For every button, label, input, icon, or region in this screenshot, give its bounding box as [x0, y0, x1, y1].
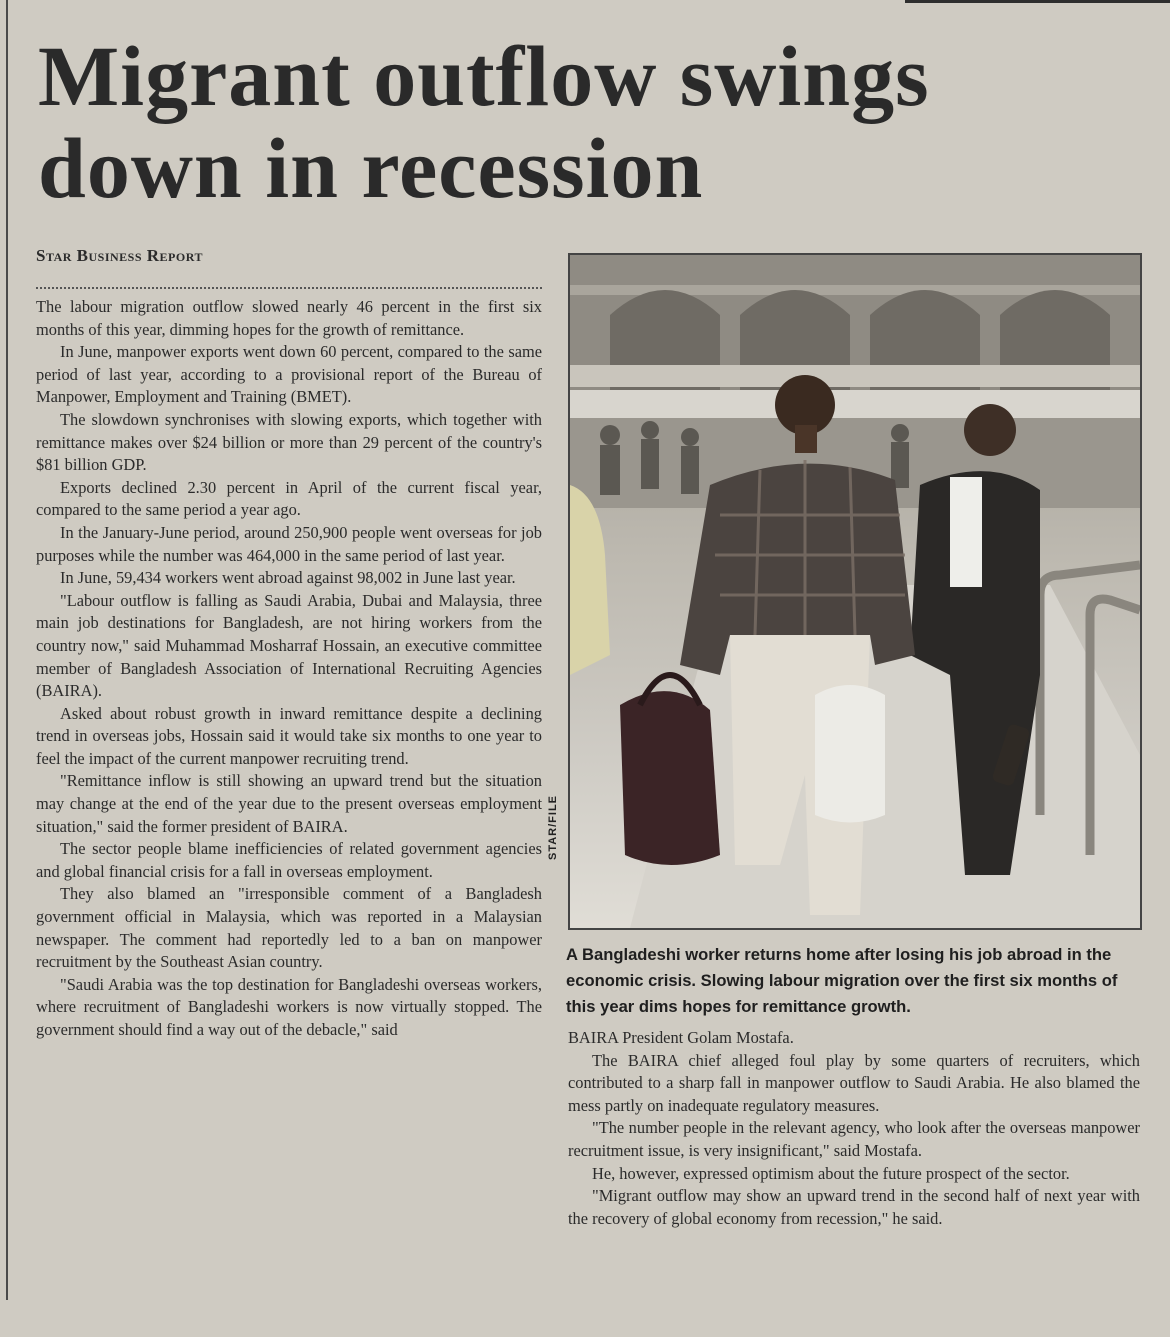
paragraph: Asked about robust growth in inward remittance despite a declining trend in overseas jobs, Hossain said it would take six months to one year to feel the impact of the current manpower recruiting trend.	[36, 703, 542, 768]
paragraph: The slowdown synchronises with slowing exports, which together with remittance makes over $24 billion or more than 29 percent of the country's $81 billion GDP.	[36, 409, 542, 475]
paragraph: "The number people in the relevant agency, who look after the overseas manpower recruitment issue, is very insignificant," said Mostafa.	[568, 1118, 1140, 1160]
column-rule	[6, 0, 8, 1300]
paragraph: "Labour outflow is falling as Saudi Arabia, Dubai and Malaysia, three main job destinations for Bangladesh, are not hiring workers from the country now," said Muhammad Mosharraf Hossain, an executive committee member of Bangladesh Association of International Recruiting Agencies (BAIRA).	[36, 590, 542, 701]
headline-line-2: down in recession	[38, 120, 704, 216]
paragraph: He, however, expressed optimism about the future prospect of the sector.	[592, 1163, 1070, 1183]
paragraph: The labour migration outflow slowed nearly 46 percent in the first six months of this year, dimming hopes for the growth of remittance.	[36, 297, 542, 339]
headline	[38, 30, 1038, 214]
byline: Star Business Report	[36, 246, 203, 265]
paragraph: In the January-June period, around 250,900 people went overseas for job purposes while the number was 464,000 in the same period of last year.	[36, 522, 542, 565]
news-photo	[568, 253, 1142, 930]
photo-credit: STAR/FILE	[547, 794, 559, 860]
dotted-divider	[36, 287, 542, 289]
paragraph: Exports declined 2.30 percent in April of the current fiscal year, compared to the same period a year ago.	[36, 477, 542, 520]
paragraph: "Saudi Arabia was the top destination for Bangladeshi overseas workers, where recruitment of Bangladeshi workers is now virtually stopped. The government should find a way out of the debacle," said	[36, 974, 542, 1039]
article-column-right	[568, 1027, 1140, 1230]
photo-illustration	[570, 255, 1140, 928]
paragraph: The BAIRA chief alleged foul play by some quarters of recruiters, which contributed to a sharp fall in manpower outflow to Saudi Arabia. He also blamed the mess partly on inadequate regulatory measures.	[568, 1050, 1140, 1115]
paragraph: In June, 59,434 workers went abroad against 98,002 in June last year.	[60, 568, 516, 588]
headline-line-1: Migrant outflow swings	[38, 28, 930, 124]
paragraph: "Migrant outflow may show an upward trend in the second half of next year with the recovery of global economy from recession," he said.	[568, 1186, 1140, 1228]
paragraph: In June, manpower exports went down 60 percent, compared to the same period of last year, according to a provisional report of the Bureau of Manpower, Employment and Training (BMET).	[36, 342, 542, 407]
paragraph: The sector people blame inefficiencies of related government agencies and global financial crisis for a fall in overseas employment.	[36, 839, 542, 881]
article-column-left	[36, 296, 542, 1042]
top-rule	[905, 0, 1170, 3]
paragraph: They also blamed an "irresponsible comment of a Bangladesh government official in Malaysia, which was reported in a Malaysian newspaper. The comment had reportedly led to a ban on manpower recruitment by the Southeast Asian country.	[36, 884, 542, 972]
paragraph: "Remittance inflow is still showing an upward trend but the situation may change at the end of the year due to the present overseas employment situation," said the former president of BAIRA.	[36, 771, 542, 836]
paragraph: BAIRA President Golam Mostafa.	[568, 1028, 794, 1047]
photo-caption: A Bangladeshi worker returns home after losing his job abroad in the economic crisis. Slowing labour migration over the first six months of this year dims hopes for remittance growth.	[566, 945, 1118, 1016]
